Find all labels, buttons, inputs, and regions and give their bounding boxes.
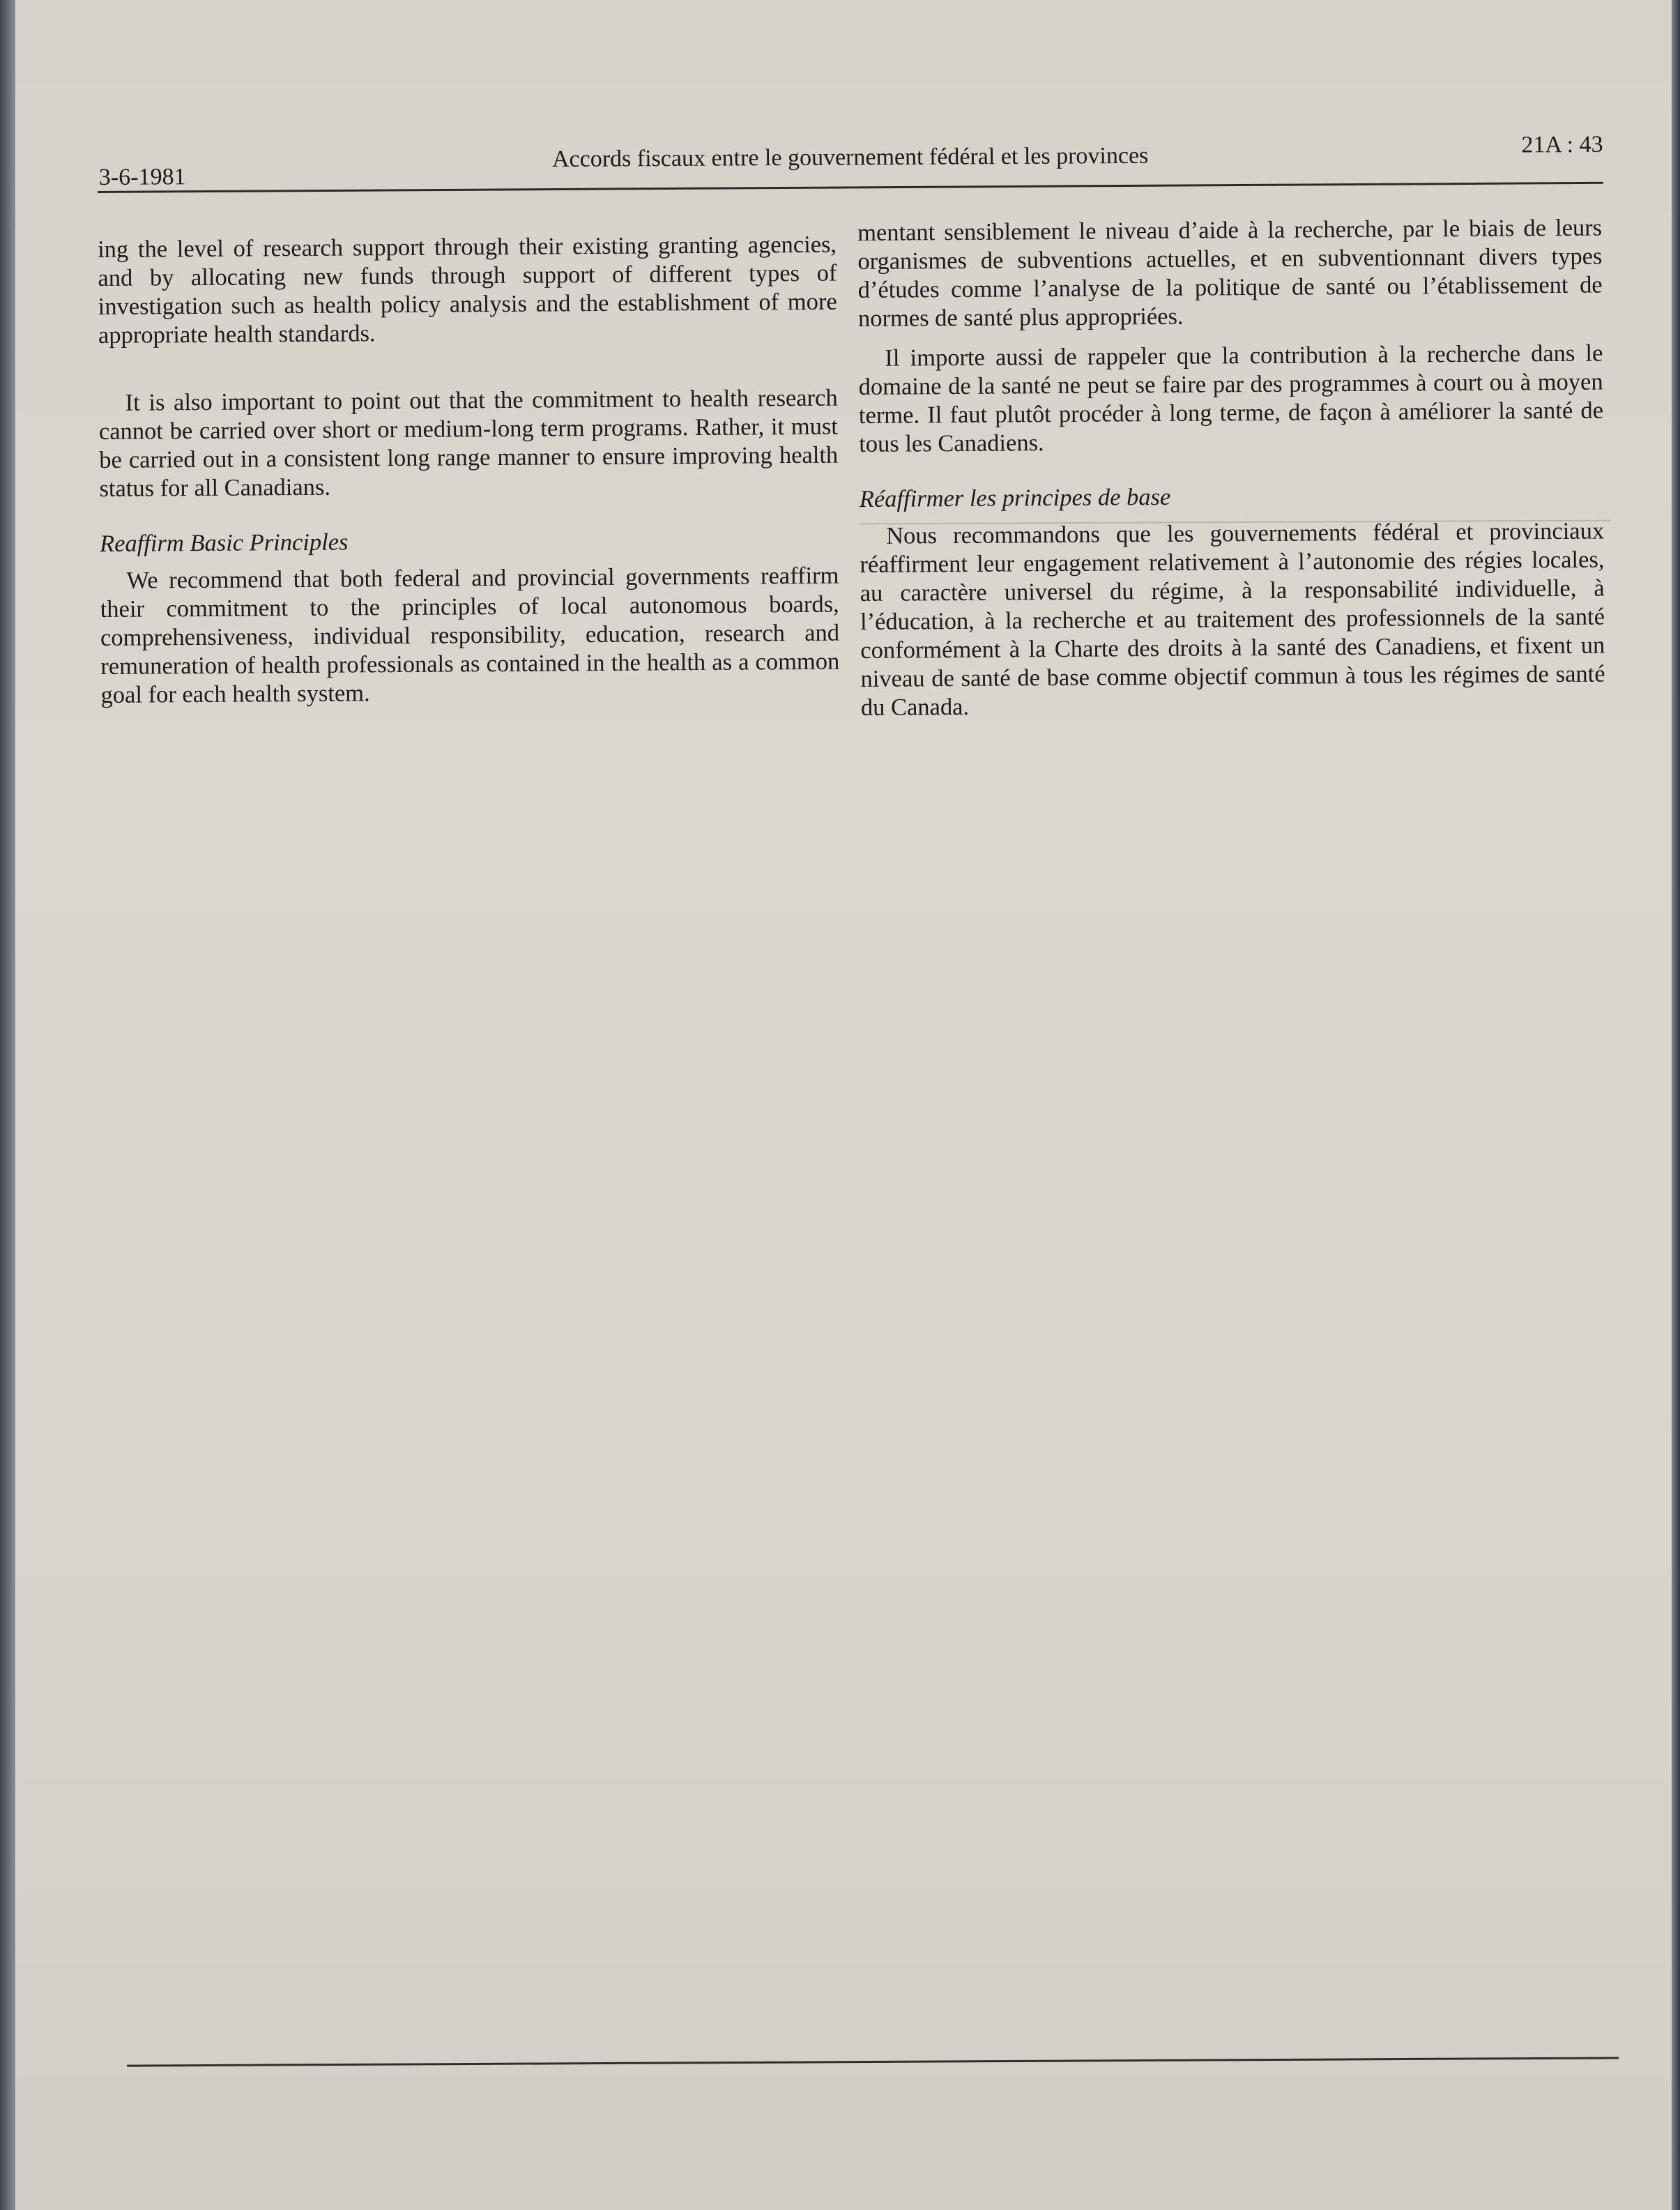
- english-paragraph-1: ing the level of research support through their existing granting agencies, and by allocating new funds through support of different types of investigation such as health policy analysis and the establishment of more appropriate health standards.: [98, 231, 837, 349]
- header-title: Accords fiscaux entre le gouvernement fédéral et les provinces: [551, 142, 1149, 173]
- scan-edge-left: [0, 0, 15, 2210]
- document-page: [15, 0, 1672, 2210]
- english-paragraph-2: It is also important to point out that the commitment to health research cannot be carried over short or medium-long term programs. Rather, it must be carried out in a consistent long range manner to ensure improving health status for all Canadians.: [98, 384, 839, 502]
- scan-edge-right: [1672, 0, 1680, 2210]
- english-column: [98, 231, 840, 710]
- french-paragraph-2: Il importe aussi de rappeler que la contribution à la recherche dans le domaine de la santé ne peut se faire par des programmes à court ou à moyen terme. Il faut plutôt procéder à long terme, de façon à améliorer la santé de tous les Canadiens.: [858, 340, 1604, 457]
- bleed-through-left: [120, 809, 845, 934]
- french-paragraph-1: mentant sensiblement le niveau d’aide à la recherche, par le biais de leurs organismes de subventions actuelles, et en subventionnant divers types d’études comme l’analyse de la politique de santé ou l’établissement de normes de santé plus appropriées.: [857, 214, 1603, 332]
- footer-rule: [127, 2057, 1619, 2066]
- french-paragraph-3: Nous recommandons que les gouvernements fédéral et provinciaux réaffirment leur engagement relativement à l’autonomie des régies locales, au caractère universel du régime, à la responsabilité individuelle, à l’éducation, à la recherche et au traitement des professionnels de la santé conformément à la Charte des droits à la santé des Canadiens, et fixent un niveau de santé de base comme objectif commun à tous les régimes de santé du Canada.: [860, 517, 1605, 721]
- page-header: [98, 128, 1603, 193]
- english-paragraph-3: We recommend that both federal and provincial governments reaffirm their commitment to the principles of local autonomous boards, comprehensiveness, individual responsibility, education, research and remuneration of health professionals as contained in the health as a common goal for each health system.: [100, 562, 840, 708]
- french-section-heading: Réaffirmer les principes de base: [859, 483, 1171, 512]
- english-section-heading: Reaffirm Basic Principles: [99, 528, 349, 557]
- bleed-through-right: [901, 809, 1612, 934]
- french-column: [857, 214, 1605, 722]
- header-page-number: 21A : 43: [1521, 131, 1603, 158]
- header-date: 3-6-1981: [98, 164, 186, 190]
- bleed-through-area: [120, 809, 1612, 2022]
